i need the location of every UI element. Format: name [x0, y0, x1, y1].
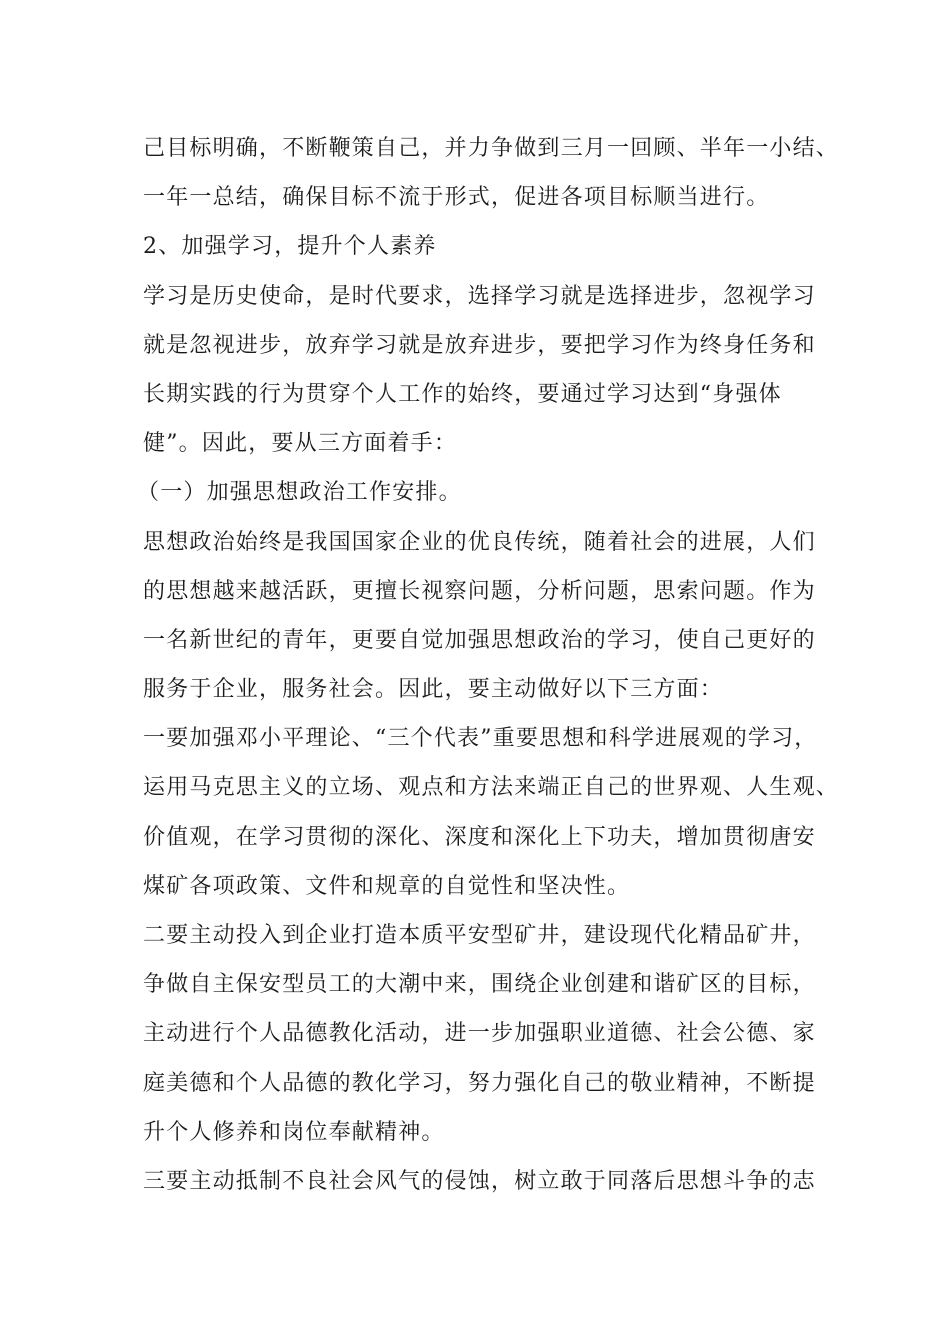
text-line: 就是忽视进步，放弃学习就是放弃进步，要把学习作为终身任务和 [143, 332, 816, 358]
text-line: 煤矿各项政策、文件和规章的自觉性和坚决性。 [143, 873, 631, 899]
text-line: 一年一总结，确保目标不流于形式，促进各项目标顺当进行。 [143, 185, 770, 211]
text-line: 庭美德和个人品德的教化学习，努力强化自己的敬业精神，不断提 [143, 1070, 816, 1096]
text-line: 服务于企业，服务社会。因此，要主动做好以下三方面： [143, 677, 724, 703]
text-line: 一名新世纪的青年，更要自觉加强思想政治的学习，使自己更好的 [143, 627, 816, 653]
text-line: 二要主动投入到企业打造本质平安型矿井，建设现代化精品矿井， [143, 923, 816, 948]
section-heading: 2、加强学习，提升个人素养 [143, 234, 437, 260]
text-line: 学习是历史使命，是时代要求，选择学习就是选择进步，忽视学习 [143, 283, 816, 309]
text-line: 长期实践的行为贯穿个人工作的始终，要通过学习达到“身强体 [143, 381, 782, 407]
text-line: 一要加强邓小平理论、“三个代表”重要思想和科学进展观的学习， [143, 726, 818, 752]
text-line: 升个人修养和岗位奉献精神。 [143, 1119, 445, 1145]
body-text [137, 124, 843, 1206]
text-line: 的思想越来越活跃，更擅长视察问题，分析问题，思索问题。作为 [143, 578, 816, 604]
text-line: 思想政治始终是我国国家企业的优良传统，随着社会的进展，人们 [143, 529, 816, 555]
text-line: 运用马克思主义的立场、观点和方法来端正自己的世界观、人生观、 [143, 775, 840, 801]
text-line: 健”。因此，要从三方面着手： [143, 431, 458, 457]
subsection-heading: （一）加强思想政治工作安排。 [137, 480, 462, 506]
text-line: 主动进行个人品德教化活动，进一步加强职业道德、社会公德、家 [143, 1021, 816, 1047]
text-line: 三要主动抵制不良社会风气的侵蚀，树立敢于同落后思想斗争的志 [143, 1168, 816, 1194]
text-line: 己目标明确，不断鞭策自己，并力争做到三月一回顾、半年一小结、 [143, 136, 840, 161]
text-line: 争做自主保安型员工的大潮中来，围绕企业创建和谐矿区的目标， [143, 972, 816, 998]
text-line: 价值观，在学习贯彻的深化、深度和深化上下功夫，增加贯彻唐安 [143, 824, 816, 850]
